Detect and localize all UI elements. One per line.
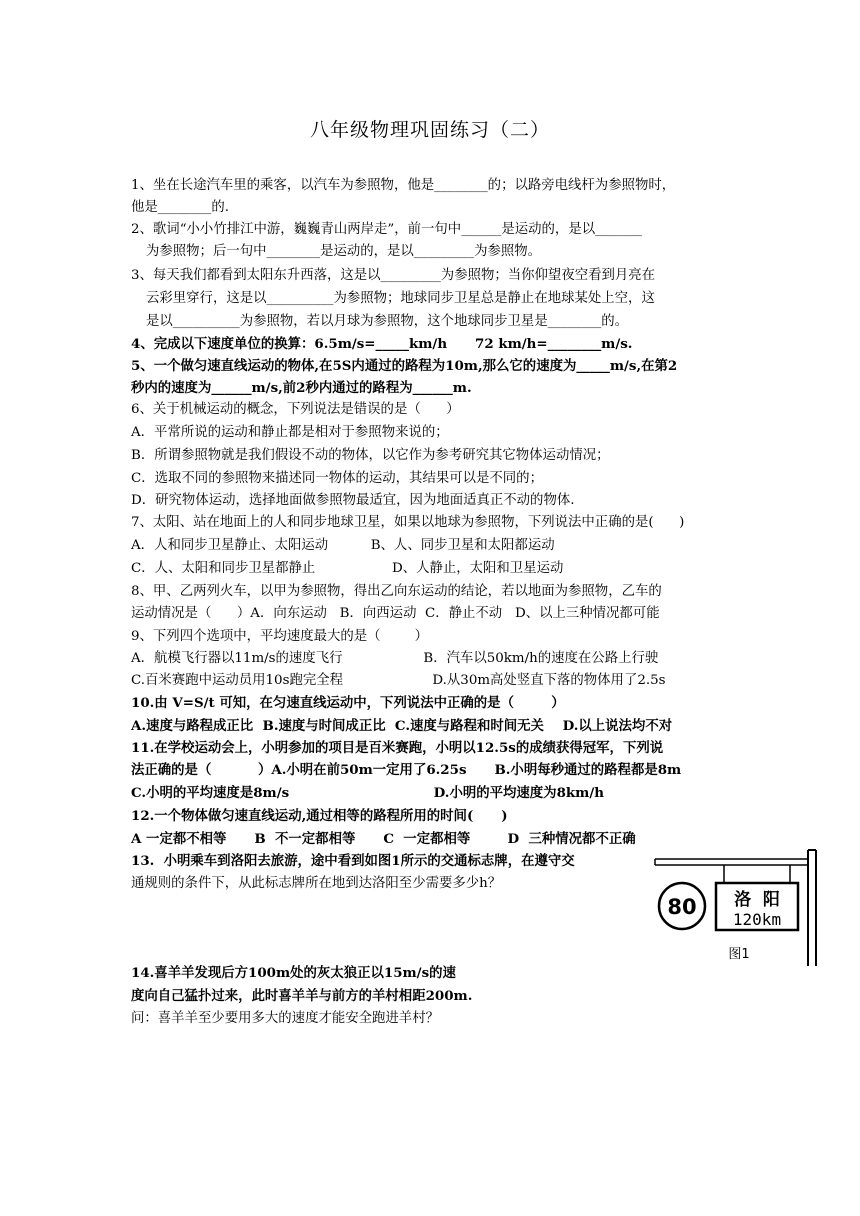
text-line: 1、坐在长途汽车里的乘客，以汽车为参照物，他是________的；以路旁电线杆为参照物时，	[131, 178, 676, 193]
text-line: D．研究物体运动，选择地面做参照物最适宜，因为地面适真正不动的物体.	[131, 493, 575, 508]
text-line: 11.在学校运动会上，小明参加的项目是百米赛跑，小明以12.5s的成绩获得冠军，下列说	[131, 740, 664, 756]
text-line: 8、甲、乙两列火车，以甲为参照物，得出乙向东运动的结论，若以地面为参照物，乙车的	[131, 584, 662, 599]
traffic-sign-figure	[650, 848, 830, 968]
text-line: 是以__________为参照物，若以月球为参照物，这个地球同步卫星是________的。	[146, 314, 629, 329]
page-title: 八年级物理巩固练习（二）	[309, 119, 550, 141]
text-line: 6、关于机械运动的概念，下列说法是错误的是（ ）	[131, 402, 460, 417]
speed-limit-value: 80	[667, 895, 697, 919]
text-line: 他是________的.	[131, 200, 229, 215]
text-line: 通规则的条件下，从此标志牌所在地到达洛阳至少需要多少h？	[131, 876, 502, 891]
destination-sign	[716, 883, 798, 930]
text-line: 7、太阳、站在地面上的人和同步地球卫星，如果以地球为参照物，下列说法中正确的是( )	[131, 515, 685, 530]
text-line: 云彩里穿行，这是以__________为参照物；地球同步卫星总是静止在地球某处上空，这	[146, 291, 655, 306]
figure-caption: 图1	[728, 947, 750, 962]
text-line: 10.由 V=S/t 可知，在匀速直线运动中，下列说法中正确的是（ ）	[131, 695, 565, 711]
text-line: A．人和同步卫星静止、太阳运动 B、人、同步卫星和太阳都运动	[131, 538, 555, 553]
text-line: 9、下列四个选项中，平均速度最大的是（ ）	[131, 629, 428, 644]
text-line: 2、歌词“小小竹排江中游，巍巍青山两岸走”，前一句中______是运动的，是以_______	[131, 222, 642, 237]
text-line: C.百米赛跑中运动员用10s跑完全程 D.从30m高处竖直下落的物体用了2.5s	[131, 673, 666, 688]
text-line: 3、每天我们都看到太阳东升西落，这是以_________为参照物；当你仰望夜空看到月亮在	[131, 268, 656, 283]
text-line: 13. 小明乘车到洛阳去旅游，途中看到如图1所示的交通标志牌，在遵守交	[131, 853, 575, 869]
text-line: 法正确的是（ ）A.小明在前50m一定用了6.25s B.小明每秒通过的路程都是8m	[131, 762, 682, 778]
text-line: A 一定都不相等 B 不一定都相等 C 一定都相等 D 三种情况都不正确	[131, 831, 636, 847]
destination-city: 洛 阳	[734, 890, 780, 910]
text-line: 为参照物；后一句中________是运动的，是以_________为参照物。	[146, 244, 542, 259]
destination-distance: 120km	[732, 910, 782, 929]
text-line: A．航模飞行器以11m/s的速度飞行 B．汽车以50km/h的速度在公路上行驶	[131, 651, 659, 666]
text-line: B．所谓参照物就是我们假设不动的物体，以它作为参考研究其它物体运动情况；	[131, 448, 610, 463]
text-line: 5、一个做匀速直线运动的物体,在5S内通过的路程为10m,那么它的速度为_____m/s,在第2	[131, 358, 678, 374]
text-line: A.速度与路程成正比 B.速度与时间成正比 C.速度与路程和时间无关 D.以上说法均不对	[131, 718, 673, 734]
text-line: A．平常所说的运动和静止都是相对于参照物来说的；	[131, 425, 449, 440]
text-line: 问：喜羊羊至少要用多大的速度才能安全跑进羊村？	[131, 1011, 439, 1026]
text-line: 14.喜羊羊发现后方100m处的灰太狼正以15m/s的速	[131, 965, 456, 981]
text-line: C．人、太阳和同步卫星都静止 D、人静止，太阳和卫星运动	[131, 561, 564, 576]
text-line: 秒内的速度为______m/s,前2秒内通过的路程为______m.	[131, 380, 472, 396]
text-line: 度向自己猛扑过来，此时喜羊羊与前方的羊村相距200m.	[131, 988, 473, 1004]
text-line: 4、完成以下速度单位的换算：6.5m/s=_____km/h 72 km/h=________m/s.	[131, 336, 633, 352]
text-line: C．选取不同的参照物来描述同一物体的运动，其结果可以是不同的；	[131, 471, 543, 486]
text-line: 12.一个物体做匀速直线运动,通过相等的路程所用的时间( )	[131, 808, 508, 824]
text-line: C.小明的平均速度是8m/s D.小明的平均速度为8km/h	[131, 785, 604, 801]
speed-limit-sign	[659, 883, 705, 929]
text-line: 运动情况是（ ）A．向东运动 B．向西运动 C．静止不动 D、以上三种情况都可能	[131, 606, 660, 621]
